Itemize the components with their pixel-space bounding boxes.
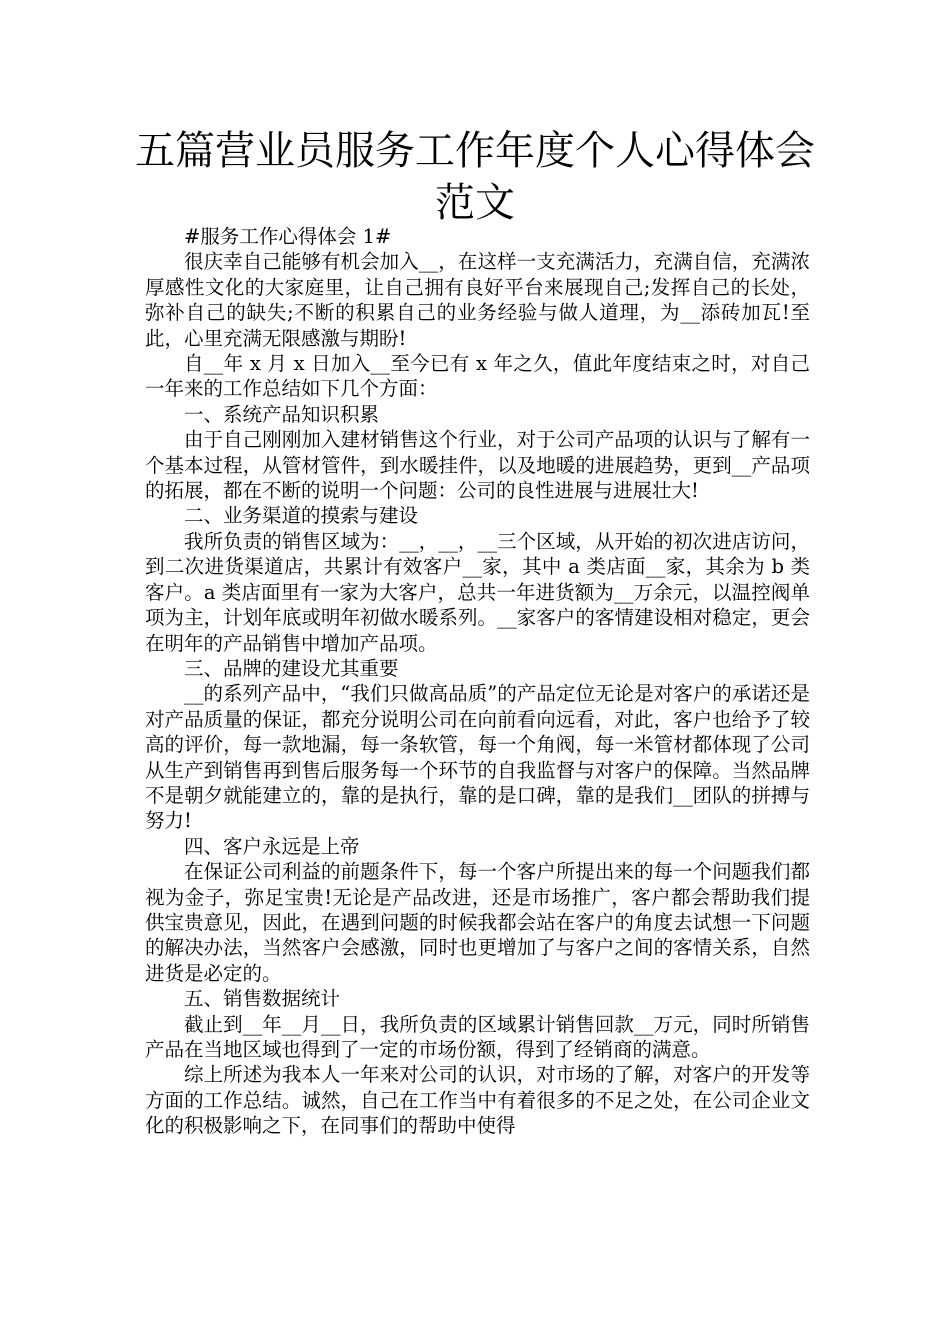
paragraph: 综上所述为我本人一年来对公司的认识，对市场的了解，对客户的开发等方面的工作总结。诚然，自己在工作当中有着很多的不足之处，在公司企业文化的积极影响之下，在同事们的帮助中使得 (145, 1063, 810, 1138)
paragraph: 截止到__年__月__日，我所负责的区域累计销售回款__万元，同时所销售产品在当地区域也得到了一定的市场份额，得到了经销商的满意。 (145, 1012, 810, 1061)
section-tag: #服务工作心得体会 1# (184, 225, 392, 248)
paragraph: 我所负责的销售区域为：__，__，__三个区域，从开始的初次进店访问，到二次进货渠道店，共累计有效客户__家，其中 a 类店面__家，其余为 b 类客户。a 类店面里有一家为大客户，总共一年进货额为__万余元，以温控阀单项为主，计划年底或明年初做水暖系列。__家客户的客情建设相对稳定，更会在明年的产品销售中增加产品项。 (145, 529, 810, 655)
paragraph: 由于自己刚刚加入建材销售这个行业，对于公司产品项的认识与了解有一个基本过程，从管材管件，到水暖挂件，以及地暖的进展趋势，更到__产品项的拓展，都在不断的说明一个问题：公司的良性进展与进展壮大! (145, 428, 810, 503)
section-heading: 一、系统产品知识积累 (184, 402, 380, 426)
document-body (145, 224, 810, 1139)
paragraph: 自__年 x 月 x 日加入__至今已有 x 年之久，值此年度结束之时，对自己一年来的工作总结如下几个方面： (145, 352, 810, 401)
document-title (120, 125, 830, 229)
section-heading: 二、业务渠道的摸索与建设 (184, 504, 419, 528)
title-line-2: 范文 (435, 180, 515, 226)
section-heading: 三、品牌的建设尤其重要 (184, 656, 399, 680)
paragraph: 很庆幸自己能够有机会加入__，在这样一支充满活力，充满自信，充满浓厚感性文化的大家庭里，让自己拥有良好平台来展现自己;发挥自己的长处，弥补自己的缺失;不断的积累自己的业务经验与做人道理，为__添砖加瓦!至此，心里充满无限感激与期盼! (145, 250, 810, 350)
section-heading: 五、销售数据统计 (184, 987, 341, 1011)
title-line-1: 五篇营业员服务工作年度个人心得体会 (135, 128, 815, 174)
paragraph: __的系列产品中，“我们只做高品质”的产品定位无论是对客户的承诺还是对产品质量的保证，都充分说明公司在向前看向远看，对此，客户也给予了较高的评价，每一款地漏，每一条软管，每一个角阀，每一米管材都体现了公司从生产到销售再到售后服务每一个环节的自我监督与对客户的保障。当然品牌不是朝夕就能建立的，靠的是执行，靠的是口碑，靠的是我们__团队的拼搏与努力! (145, 682, 810, 833)
paragraph: 在保证公司利益的前题条件下，每一个客户所提出来的每一个问题我们都视为金子，弥足宝贵!无论是产品改进，还是市场推广，客户都会帮助我们提供宝贵意见，因此，在遇到问题的时候我都会站在客户的角度去试想一下问题的解决办法，当然客户会感激，同时也更增加了与客户之间的客情关系，自然进货是必定的。 (145, 860, 810, 985)
section-heading: 四、客户永远是上帝 (184, 834, 360, 858)
